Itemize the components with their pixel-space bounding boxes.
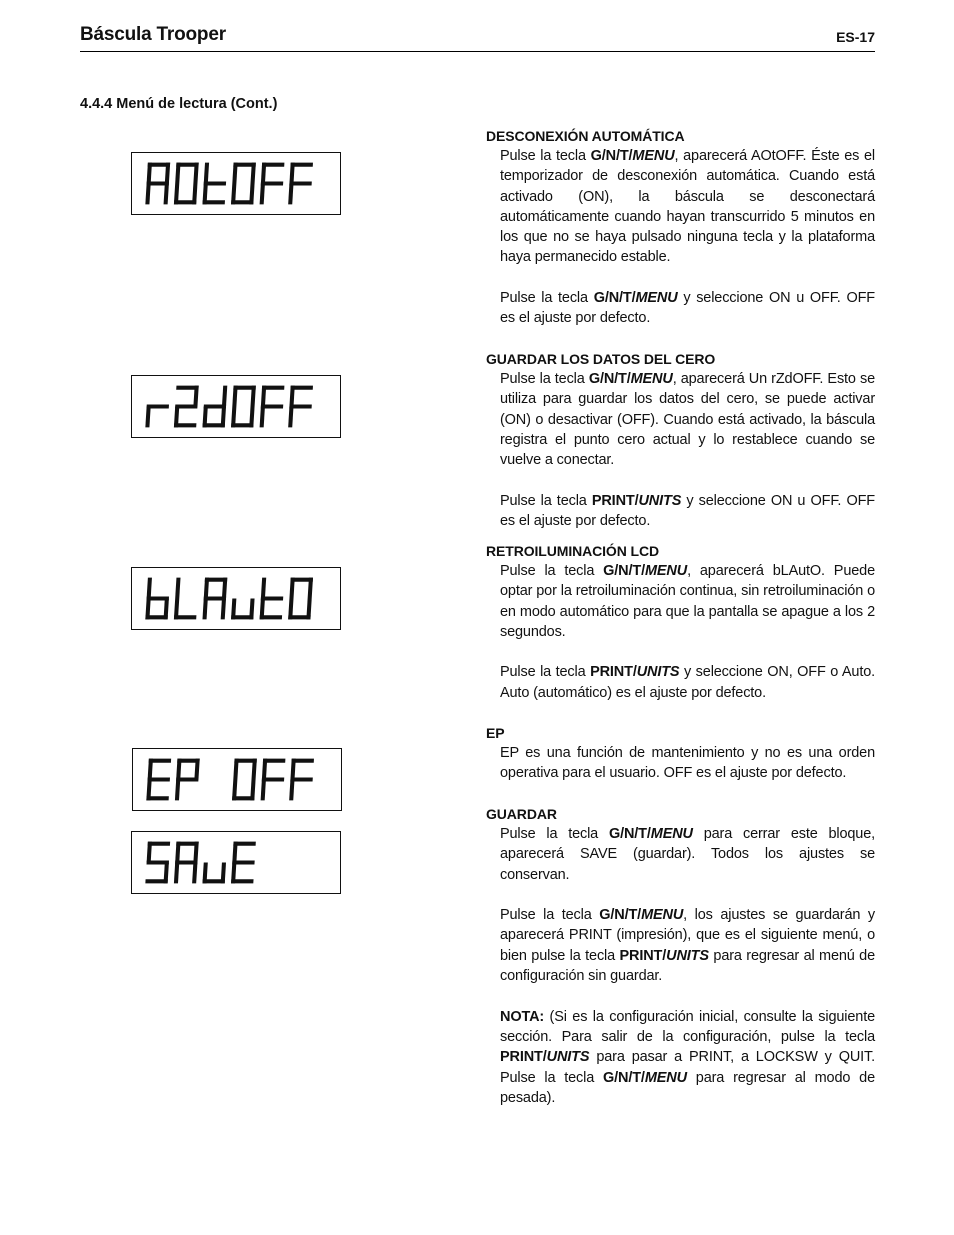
document-title: Báscula Trooper	[80, 24, 226, 45]
section-ep	[486, 723, 875, 784]
lcd-char	[288, 386, 313, 428]
lcd-segment	[290, 777, 313, 781]
lcd-char	[174, 386, 199, 428]
lcd-segment	[261, 163, 266, 184]
lcd-char	[289, 759, 314, 801]
paragraph: Pulse la tecla G/N/T/MENU, los ajustes se guardarán y aparecerá PRINT (impresión), que es el siguiente menú, o bien pulse la tecla PRINT/UNITS para regresar al menú de configuración sin guardar.	[500, 907, 876, 985]
key-gnt-menu: G/N/T/MENU	[593, 290, 678, 307]
section-heading: DESCONEXIÓN AUTOMÁTICA	[486, 128, 685, 144]
lcd-segment	[175, 578, 180, 599]
section-save	[486, 804, 875, 1108]
lcd-display-save	[131, 831, 341, 894]
lcd-segment	[289, 181, 312, 185]
lcd-segment	[147, 777, 170, 781]
lcd-segment	[289, 780, 294, 801]
lcd-segment	[289, 163, 294, 184]
key-print-units: PRINT/UNITS	[590, 664, 680, 681]
key-gnt-menu: G/N/T/MENU	[599, 907, 684, 924]
lcd-segment	[145, 879, 168, 883]
lcd-segment	[260, 184, 265, 205]
lcd-segment	[145, 184, 150, 205]
lcd-char	[202, 863, 226, 884]
lcd-segment	[176, 777, 199, 781]
paragraph: Pulse la tecla G/N/T/MENU, aparecerá Un rZdOFF. Esto se utiliza para guardar los datos del cero, se puede activar (ON) o desactivar (OFF). Cuando está activado, la báscula registra el punto cero actual y lo restablece cuando se vuelve a conectar.	[500, 371, 875, 469]
lcd-segment	[261, 386, 266, 407]
lcd-segment	[175, 163, 180, 184]
lcd-segment	[148, 759, 153, 780]
lcd-display-aotoff	[131, 152, 341, 215]
section-heading: RETROILUMINACIÓN LCD	[486, 543, 659, 559]
paragraph: Pulse la tecla G/N/T/MENU y seleccione ON u OFF. OFF es el ajuste por defecto.	[500, 290, 875, 327]
lcd-char	[174, 163, 199, 205]
lcd-segment	[204, 578, 209, 599]
lcd-display-blauto	[131, 567, 341, 630]
lcd-char	[231, 842, 256, 884]
lcd-segment	[262, 759, 267, 780]
lcd-segment	[147, 842, 152, 863]
lcd-segment	[146, 181, 169, 185]
lcd-char	[231, 163, 256, 205]
lcd-char	[145, 842, 170, 884]
lcd-segment	[289, 404, 312, 408]
lcd-display-ep-off	[132, 748, 342, 811]
section-title: 4.4.4 Menú de lectura (Cont.)	[80, 96, 278, 112]
lcd-segment	[290, 759, 295, 780]
lcd-char	[232, 759, 257, 801]
section-heading: GUARDAR LOS DATOS DEL CERO	[486, 351, 716, 367]
lcd-segment	[175, 404, 198, 408]
lcd-segment	[289, 578, 294, 599]
lcd-segment	[147, 163, 152, 184]
lcd-segment	[204, 181, 227, 185]
lcd-char	[288, 578, 313, 620]
key-gnt-menu: G/N/T/MENU	[588, 371, 673, 387]
lcd-char	[202, 578, 227, 620]
lcd-segment	[221, 599, 226, 620]
lcd-glyphs	[133, 749, 341, 810]
lcd-segment	[146, 404, 169, 408]
section-backlight	[486, 541, 875, 703]
lcd-segment	[204, 596, 227, 600]
lcd-segment	[175, 860, 198, 864]
lcd-display-rzdoff	[131, 375, 341, 438]
section-auto-off	[486, 126, 875, 329]
lcd-glyphs	[132, 376, 340, 437]
lcd-char	[146, 759, 171, 801]
lcd-segment	[288, 184, 293, 205]
lcd-segment	[176, 759, 181, 780]
lcd-glyphs	[132, 153, 340, 214]
page-number: ES-17	[836, 29, 875, 45]
lcd-segment	[204, 404, 227, 408]
paragraph: Pulse la tecla G/N/T/MENU, aparecerá bLAutO. Puede optar por la retroiluminación continua, sin retroiluminación o en modo automático para que la pantalla se apague a los 2 segundos.	[500, 563, 875, 640]
lcd-segment	[261, 181, 284, 185]
lcd-segment	[289, 386, 294, 407]
lcd-char	[260, 163, 285, 205]
key-gnt-menu: G/N/T/MENU	[603, 1069, 687, 1086]
key-gnt-menu: G/N/T/MENU	[603, 563, 688, 579]
lcd-segment	[261, 404, 284, 408]
lcd-segment	[232, 386, 237, 407]
lcd-segment	[175, 780, 180, 801]
lcd-segment	[145, 407, 150, 428]
lcd-char	[260, 386, 285, 428]
paragraph: Pulse la tecla G/N/T/MENU, aparecerá AOtOFF. Éste es el temporizador de desconexión automática. Cuando está activado (ON), la báscula se desconectará automáticamente cuando hayan transcurrido 5 minutos en los que no se haya pulsado ninguna tecla y la plataforma haya permanecido estable.	[500, 148, 876, 266]
lcd-segment	[232, 842, 237, 863]
lcd-glyphs	[132, 568, 340, 629]
key-print-units: PRINT/UNITS	[591, 492, 682, 509]
lcd-segment	[146, 860, 169, 864]
lcd-char	[261, 759, 286, 801]
lcd-glyphs	[132, 832, 340, 893]
section-zero-save	[486, 349, 875, 531]
lcd-char	[174, 842, 199, 884]
key-print-units: PRINT/UNITS	[619, 947, 709, 964]
lcd-segment	[288, 407, 293, 428]
section-heading: GUARDAR	[486, 806, 557, 822]
lcd-segment	[261, 596, 284, 600]
lcd-segment	[222, 386, 227, 407]
lcd-segment	[164, 184, 169, 205]
lcd-char	[145, 404, 169, 427]
paragraph: Pulse la tecla PRINT/UNITS y seleccione ON, OFF o Auto. Auto (automático) es el ajuste por defecto.	[500, 664, 875, 701]
lcd-char	[288, 163, 313, 205]
lcd-segment	[147, 578, 152, 599]
lcd-char	[231, 386, 256, 428]
header-divider	[80, 51, 875, 52]
paragraph: Pulse la tecla PRINT/UNITS y seleccione ON u OFF. OFF es el ajuste por defecto.	[500, 492, 875, 530]
lcd-segment	[260, 407, 265, 428]
lcd-segment	[262, 777, 285, 781]
note-label: NOTA:	[500, 1008, 545, 1025]
lcd-segment	[233, 759, 238, 780]
note-paragraph: NOTA: (Si es la configuración inicial, consulte la siguiente sección. Para salir de la configuración, pulse la tecla PRINT/UNITS para pasar a PRINT, a LOCKSW y QUIT. Pulse la tecla G/N/T/MENU para regresar al modo de pesada).	[500, 1008, 875, 1106]
lcd-char	[145, 163, 170, 205]
key-print-units: PRINT/UNITS	[500, 1049, 590, 1066]
lcd-segment	[175, 842, 180, 863]
lcd-segment	[232, 163, 237, 184]
paragraph: EP es una función de mantenimiento y no es una orden operativa para el usuario. OFF es el ajuste por defecto.	[500, 745, 875, 782]
lcd-char	[202, 163, 227, 205]
lcd-segment	[192, 863, 197, 884]
key-gnt-menu: G/N/T/MENU	[590, 148, 675, 164]
lcd-char	[231, 599, 255, 620]
lcd-char	[202, 386, 227, 428]
lcd-char	[174, 578, 199, 620]
lcd-char	[260, 578, 285, 620]
lcd-segment	[174, 863, 179, 884]
lcd-segment	[232, 860, 255, 864]
key-gnt-menu: G/N/T/MENU	[608, 826, 693, 842]
lcd-segment	[261, 780, 266, 801]
paragraph: Pulse la tecla G/N/T/MENU para cerrar este bloque, aparecerá SAVE (guardar). Todos los ajustes se conservan.	[500, 826, 875, 883]
lcd-segment	[146, 596, 169, 600]
lcd-char	[145, 578, 170, 620]
lcd-char	[175, 759, 200, 801]
lcd-segment	[202, 599, 207, 620]
lcd-segment	[261, 578, 266, 599]
section-heading: EP	[486, 725, 505, 741]
lcd-segment	[204, 163, 209, 184]
